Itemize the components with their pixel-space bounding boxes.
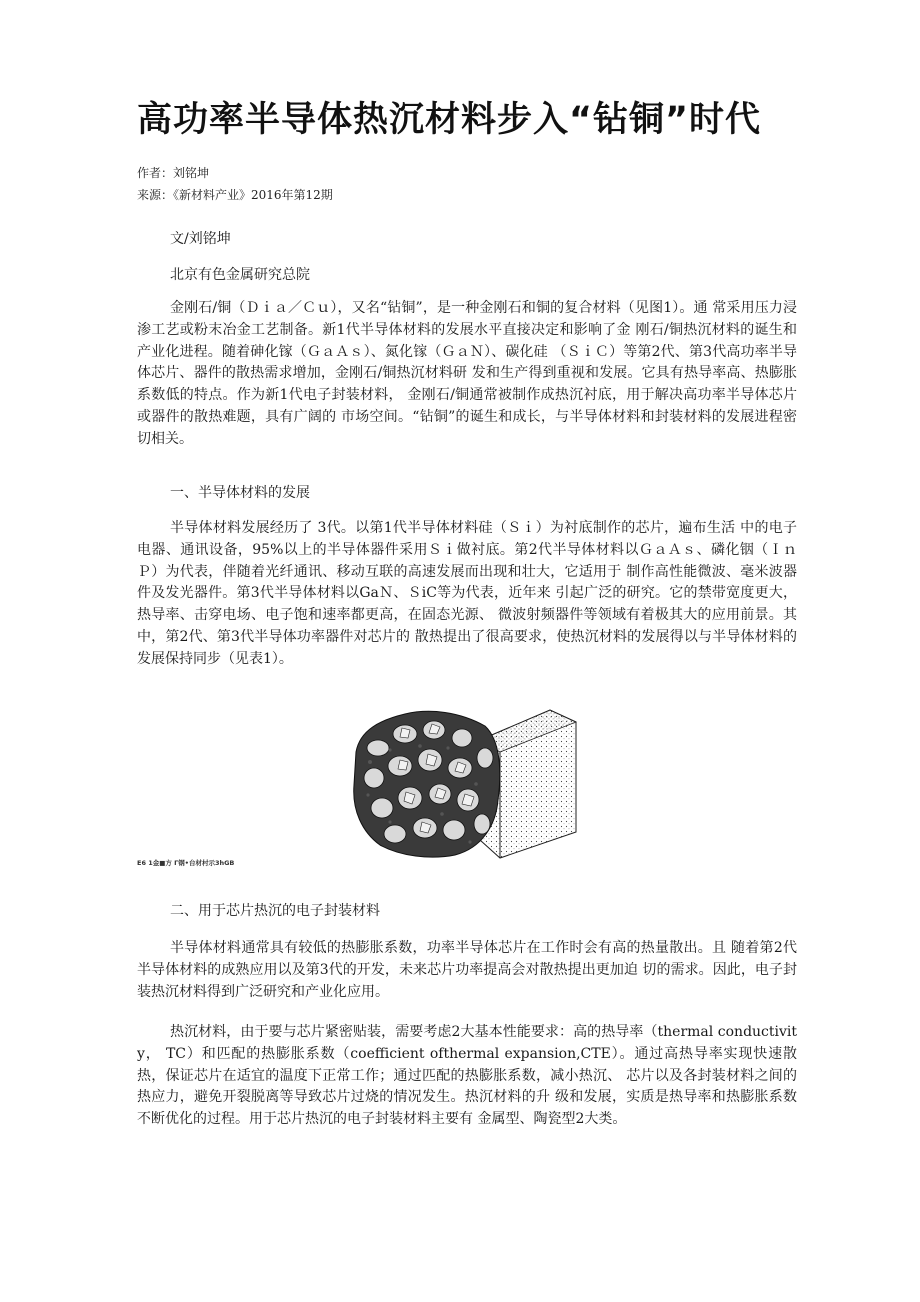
section2-paragraph-2: 热沉材料，由于要与芯片紧密贴装，需要考虑2大基本性能要求：高的热导率（thermal conductivity， TC）和匹配的热膨胀系数（coefficient ofthermal expansion,CTE）。通过高热导率实现快速散热，保证芯片在适宜的温度下正常工作；通过匹配的热膨胀系数，减小热沉、 芯片以及各封装材料之间的热应力，避免开裂脱离等导致芯片过烧的情况发生。热沉材料的升 级和发展，实质是热导率和热膨胀系数不断优化的过程。用于芯片热沉的电子封装材料主要有 金属型、陶瓷型2大类。 <box>137 1024 797 1128</box>
section-heading-2: 二、用于芯片热沉的电子封装材料 <box>170 903 380 919</box>
intro-paragraph: 金刚石/铜（Ｄｉａ／Ｃｕ），又名“钻铜”，是一种金刚石和铜的复合材料（见图1）。通 常采用压力浸渗工艺或粉末冶金工艺制备。新1代半导体材料的发展水平直接决定和影响了金 刚石/铜热沉材料的诞生和产业化进程。随着砷化镓（ＧａＡｓ）、氮化镓（ＧａＮ）、碳化硅 （ＳｉＣ）等第2代、第3代高功率半导体芯片、器件的散热需求增加，金刚石/铜热沉材料研 发和生产得到重视和发展。它具有热导率高、热膨胀系数低的特点。作为新1代电子封装材料， 金刚石/铜通常被制作成热沉衬底，用于解决高功率半导体芯片或器件的散热难题，具有广阔的 市场空间。“钻铜”的诞生和成长，与半导体材料和封装材料的发展进程密切相关。 <box>137 300 797 447</box>
section2-paragraph-1: 半导体材料通常具有较低的热膨胀系数，功率半导体芯片在工作时会有高的热量散出。且 随着第2代半导体材料的成熟应用以及第3代的开发，未来芯片功率提高会对散热提出更加迫 切的需求。因此，电子封装热沉材料得到广泛研究和产业化应用。 <box>137 940 797 1000</box>
diamond-copper-composite-image <box>350 700 580 860</box>
section-heading-1: 一、半导体材料的发展 <box>170 485 310 501</box>
source-line: 来源：《新材料产业》2016年第12期 <box>137 188 333 202</box>
affiliation: 北京有色金属研究总院 <box>170 267 310 283</box>
article-title: 高功率半导体热沉材料步入“钻铜”时代 <box>137 100 762 140</box>
figure-1-illustration <box>350 700 580 860</box>
section1-paragraph: 半导体材料发展经历了 3代。以第1代半导体材料硅（Ｓｉ）为衬底制作的芯片，遍布生活 中的电子电器、通讯设备，95%以上的半导体器件采用Ｓｉ做衬底。第2代半导体材料以ＧａＡｓ、磷化铟（ＩｎＰ）为代表，伴随着光纤通讯、移动互联的高速发展而出现和壮大，它适用于 制作高性能微波、毫米波器件及发光器件。第3代半导体材料以GaＮ、ＳiC等为代表，近年来 引起广泛的研究。它的禁带宽度更大，热导率、击穿电场、电子饱和速率都更高，在固态光源、 微波射频器件等领域有着极其大的应用前景。其中，第2代、第3代半导体功率器件对芯片的 散热提出了很高要求，使热沉材料的发展得以与半导体材料的发展保持同步（见表1）。 <box>137 520 797 667</box>
author-line: 作者：刘铭坤 <box>137 166 210 180</box>
byline: 文/刘铭坤 <box>170 231 231 247</box>
figure-1-caption: E6 1金■方 Γ钢•台材村示3hGB <box>137 859 235 867</box>
